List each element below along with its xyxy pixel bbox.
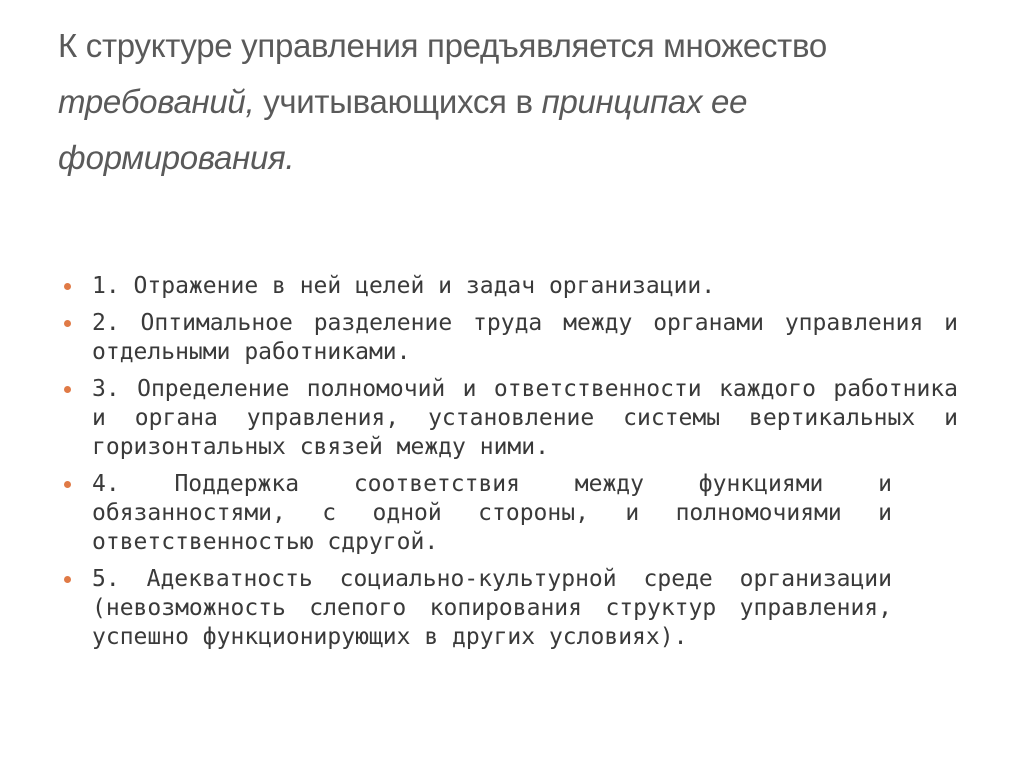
list-item-text: 2. Оптимальное разделение труда между органами управления и отдельными работниками. [92, 310, 958, 365]
bullet-dot-icon [64, 386, 71, 393]
list-item-text: 5. Адекватность социально-культурной среде организации (невозможность слепого копирования структур управления, успешно функционирующих в других условиях). [92, 566, 892, 650]
bullet-dot-icon [64, 481, 71, 488]
title-part-italic-2: принципах ее формирования. [58, 83, 748, 176]
list-item [62, 565, 892, 652]
slide-title [58, 18, 978, 186]
list-item [62, 375, 958, 462]
list-item-text: 3. Определение полномочий и ответственности каждого работника и органа управления, установление системы вертикальных и горизонтальных связей между ними. [92, 376, 958, 460]
requirements-list [62, 272, 958, 660]
list-item-text: 4. Поддержка соответствия между функциями и обязанностями, с одной стороны, и полномочиями и ответственностью сдругой. [92, 471, 892, 555]
title-part-regular-2: учитывающихся в [263, 83, 533, 120]
list-item [62, 470, 892, 557]
list-item-text: 1. Отражение в ней целей и задач организации. [92, 273, 716, 299]
list-item [62, 272, 958, 301]
list-item [62, 309, 958, 367]
bullet-dot-icon [64, 320, 71, 327]
bullet-dot-icon [64, 283, 71, 290]
bullet-dot-icon [64, 576, 71, 583]
title-part-regular: К структуре управления предъявляется множество [58, 27, 827, 64]
title-part-italic: требований, [58, 83, 255, 120]
